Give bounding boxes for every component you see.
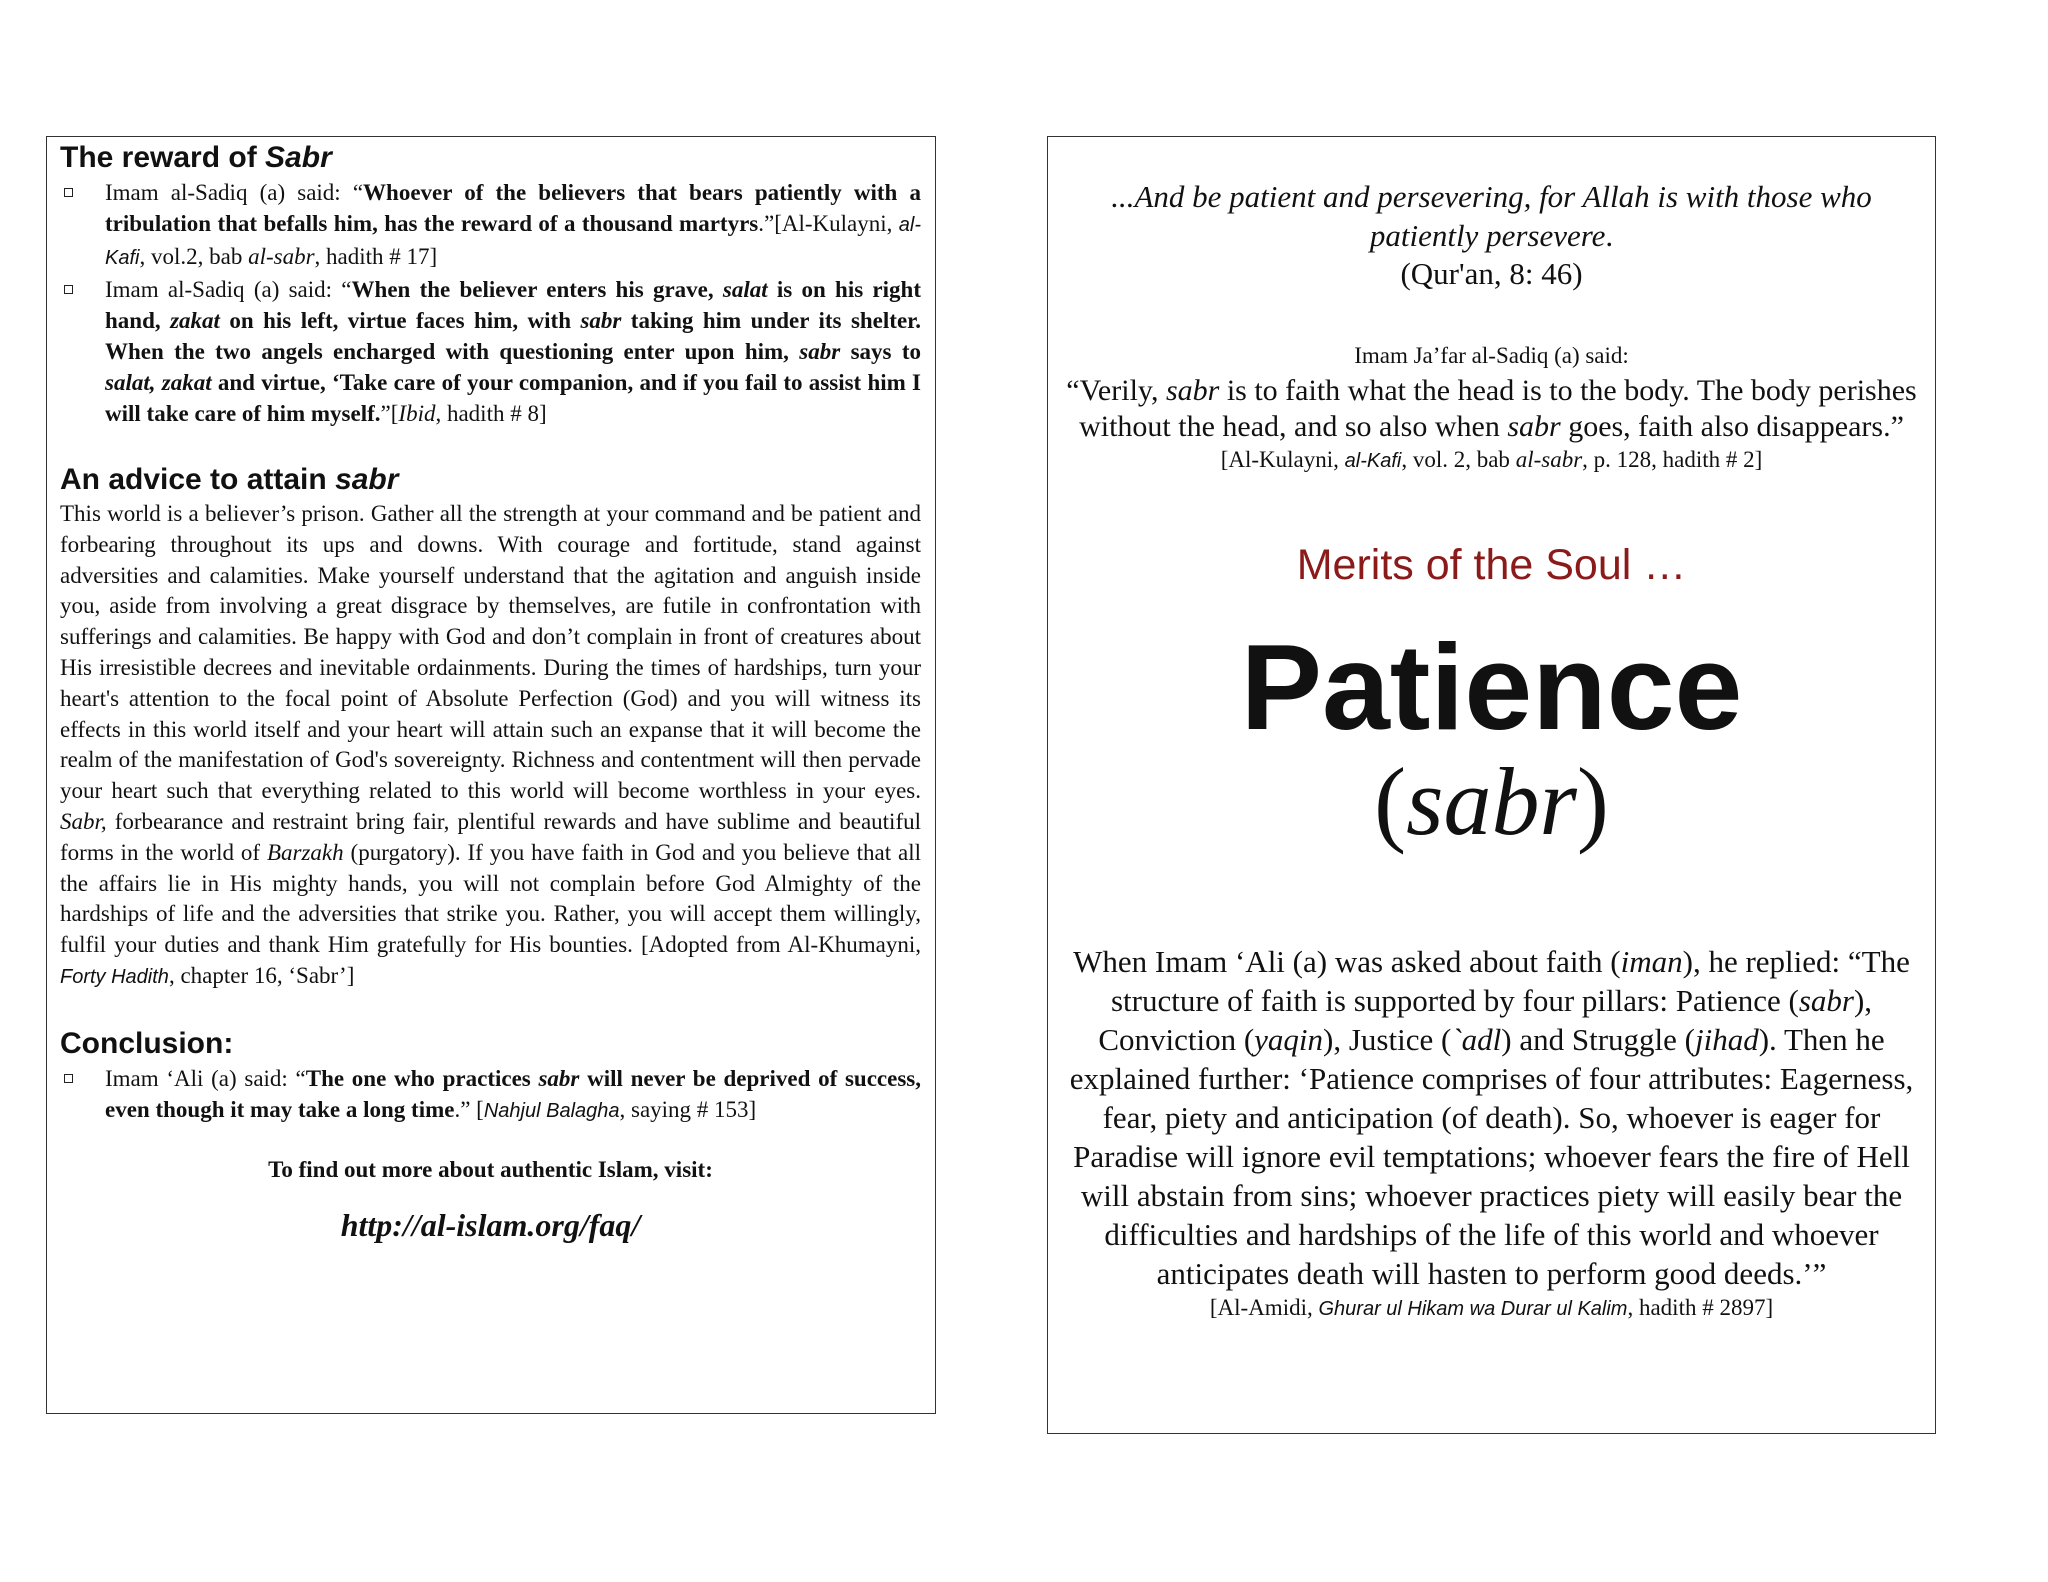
checkbox-bullet-icon — [64, 1074, 73, 1083]
hadith-reference: [Al-Kulayni, al-Kafi, vol. 2, bab al-sabr, p. 128, hadith # 2] — [1220, 447, 1763, 472]
list-item: Imam al-Sadiq (a) said: “When the believer enters his grave, salat is on his right hand, zakat on his left, virtue faces him, with sabr taking him under its shelter. When the two angels encharged with questioning enter upon him, sabr says to salat, zakat and virtue, ‘Take care of your companion, and if you fail to assist him I will take care of him myself.”[Ibid, hadith # 8] — [60, 274, 921, 429]
list-item: Imam ‘Ali (a) said: “The one who practices sabr will never be deprived of success, even though it may take a long time.” [Nahjul Balagha, saying # 153] — [60, 1063, 921, 1127]
advice-paragraph: This world is a believer’s prison. Gather all the strength at your command and be patient and forbearing throughout its ups and downs. With courage and fortitude, stand against adversities and calamities. Make yourself understand that the agitation and anguish inside you, aside from involving a great disgrace by themselves, are futile in confrontation with sufferings and calamities. Be happy with God and don’t complain in front of creatures about His irresistible decrees and inevitable ordainments. During the times of hardships, turn your heart's attention to the focal point of Absolute Perfection (God) and you will witness its effects in this world itself and your heart will attain such an expanse that it will become the realm of the manifestation of God's sovereignty. Richness and contentment will then pervade your heart such that everything related to this world will become worthless in your eyes. Sabr, forbearance and restraint bring fair, plentiful rewards and have sublime and beautiful forms in the world of Barzakh (purgatory). If you have faith in God and you believe that all the affairs lie in His mighty hands, you will not complain before God Almighty of the hardships of life and the adversities that strike you. Rather, you will accept them willingly, fulfil your duties and thank Him gratefully for His bounties. [Adopted from Al-Khumayni, Forty Hadith, chapter 16, ‘Sabr’] — [60, 501, 922, 988]
hadith-quote: “Verily, sabr is to faith what the head is to the body. The body perishes without the head, and so also when sabr goes, faith also disappears.” — [1066, 374, 1917, 443]
advice-heading: An advice to attain sabr — [60, 463, 399, 496]
right-panel — [1047, 136, 1936, 1434]
quran-reference: (Qur'an, 8: 46) — [1400, 256, 1583, 291]
page-title: Patience — [1240, 619, 1743, 755]
left-panel — [46, 136, 936, 1414]
conclusion-list — [60, 1063, 921, 1127]
faith-reference: [Al-Amidi, Ghurar ul Hikam wa Durar ul Kalim, hadith # 2897] — [1209, 1295, 1774, 1320]
visit-text: To find out more about authentic Islam, visit: — [268, 1156, 713, 1182]
sabr-subtitle: (sabr) — [1374, 748, 1609, 855]
reward-heading: The reward of Sabr — [60, 141, 332, 174]
imam-attribution: Imam Ja’far al-Sadiq (a) said: — [1354, 343, 1629, 368]
conclusion-heading: Conclusion: — [60, 1026, 234, 1060]
merits-subtitle: Merits of the Soul … — [1296, 541, 1687, 589]
reward-list — [60, 177, 921, 429]
checkbox-bullet-icon — [64, 188, 73, 197]
checkbox-bullet-icon — [64, 285, 73, 294]
faith-quote: When Imam ‘Ali (a) was asked about faith (iman), he replied: “The structure of faith is supported by four pillars: Patience (sabr), Conviction (yaqin), Justice (`adl) and Struggle (jihad). Then he explained further: ‘Patience comprises of four attributes: Eagerness, fear, piety and anticipation (of death). So, whoever is eager for Paradise will ignore evil temptations; whoever fears the fire of Hell will abstain from sins; whoever practices piety will easily bear the difficulties and hardships of the life of this world and whoever anticipates death will hasten to perform good deeds.’” — [1069, 944, 1914, 1291]
list-item: Imam al-Sadiq (a) said: “Whoever of the believers that bears patiently with a tribulation that befalls him, has the reward of a thousand martyrs.”[Al-Kulayni, al-Kafi, vol.2, bab al-sabr, hadith # 17] — [60, 177, 921, 274]
quran-verse: ...And be patient and persevering, for Allah is with those who patiently persevere. — [1111, 179, 1872, 253]
website-link[interactable]: http://al-islam.org/faq/ — [340, 1206, 641, 1243]
